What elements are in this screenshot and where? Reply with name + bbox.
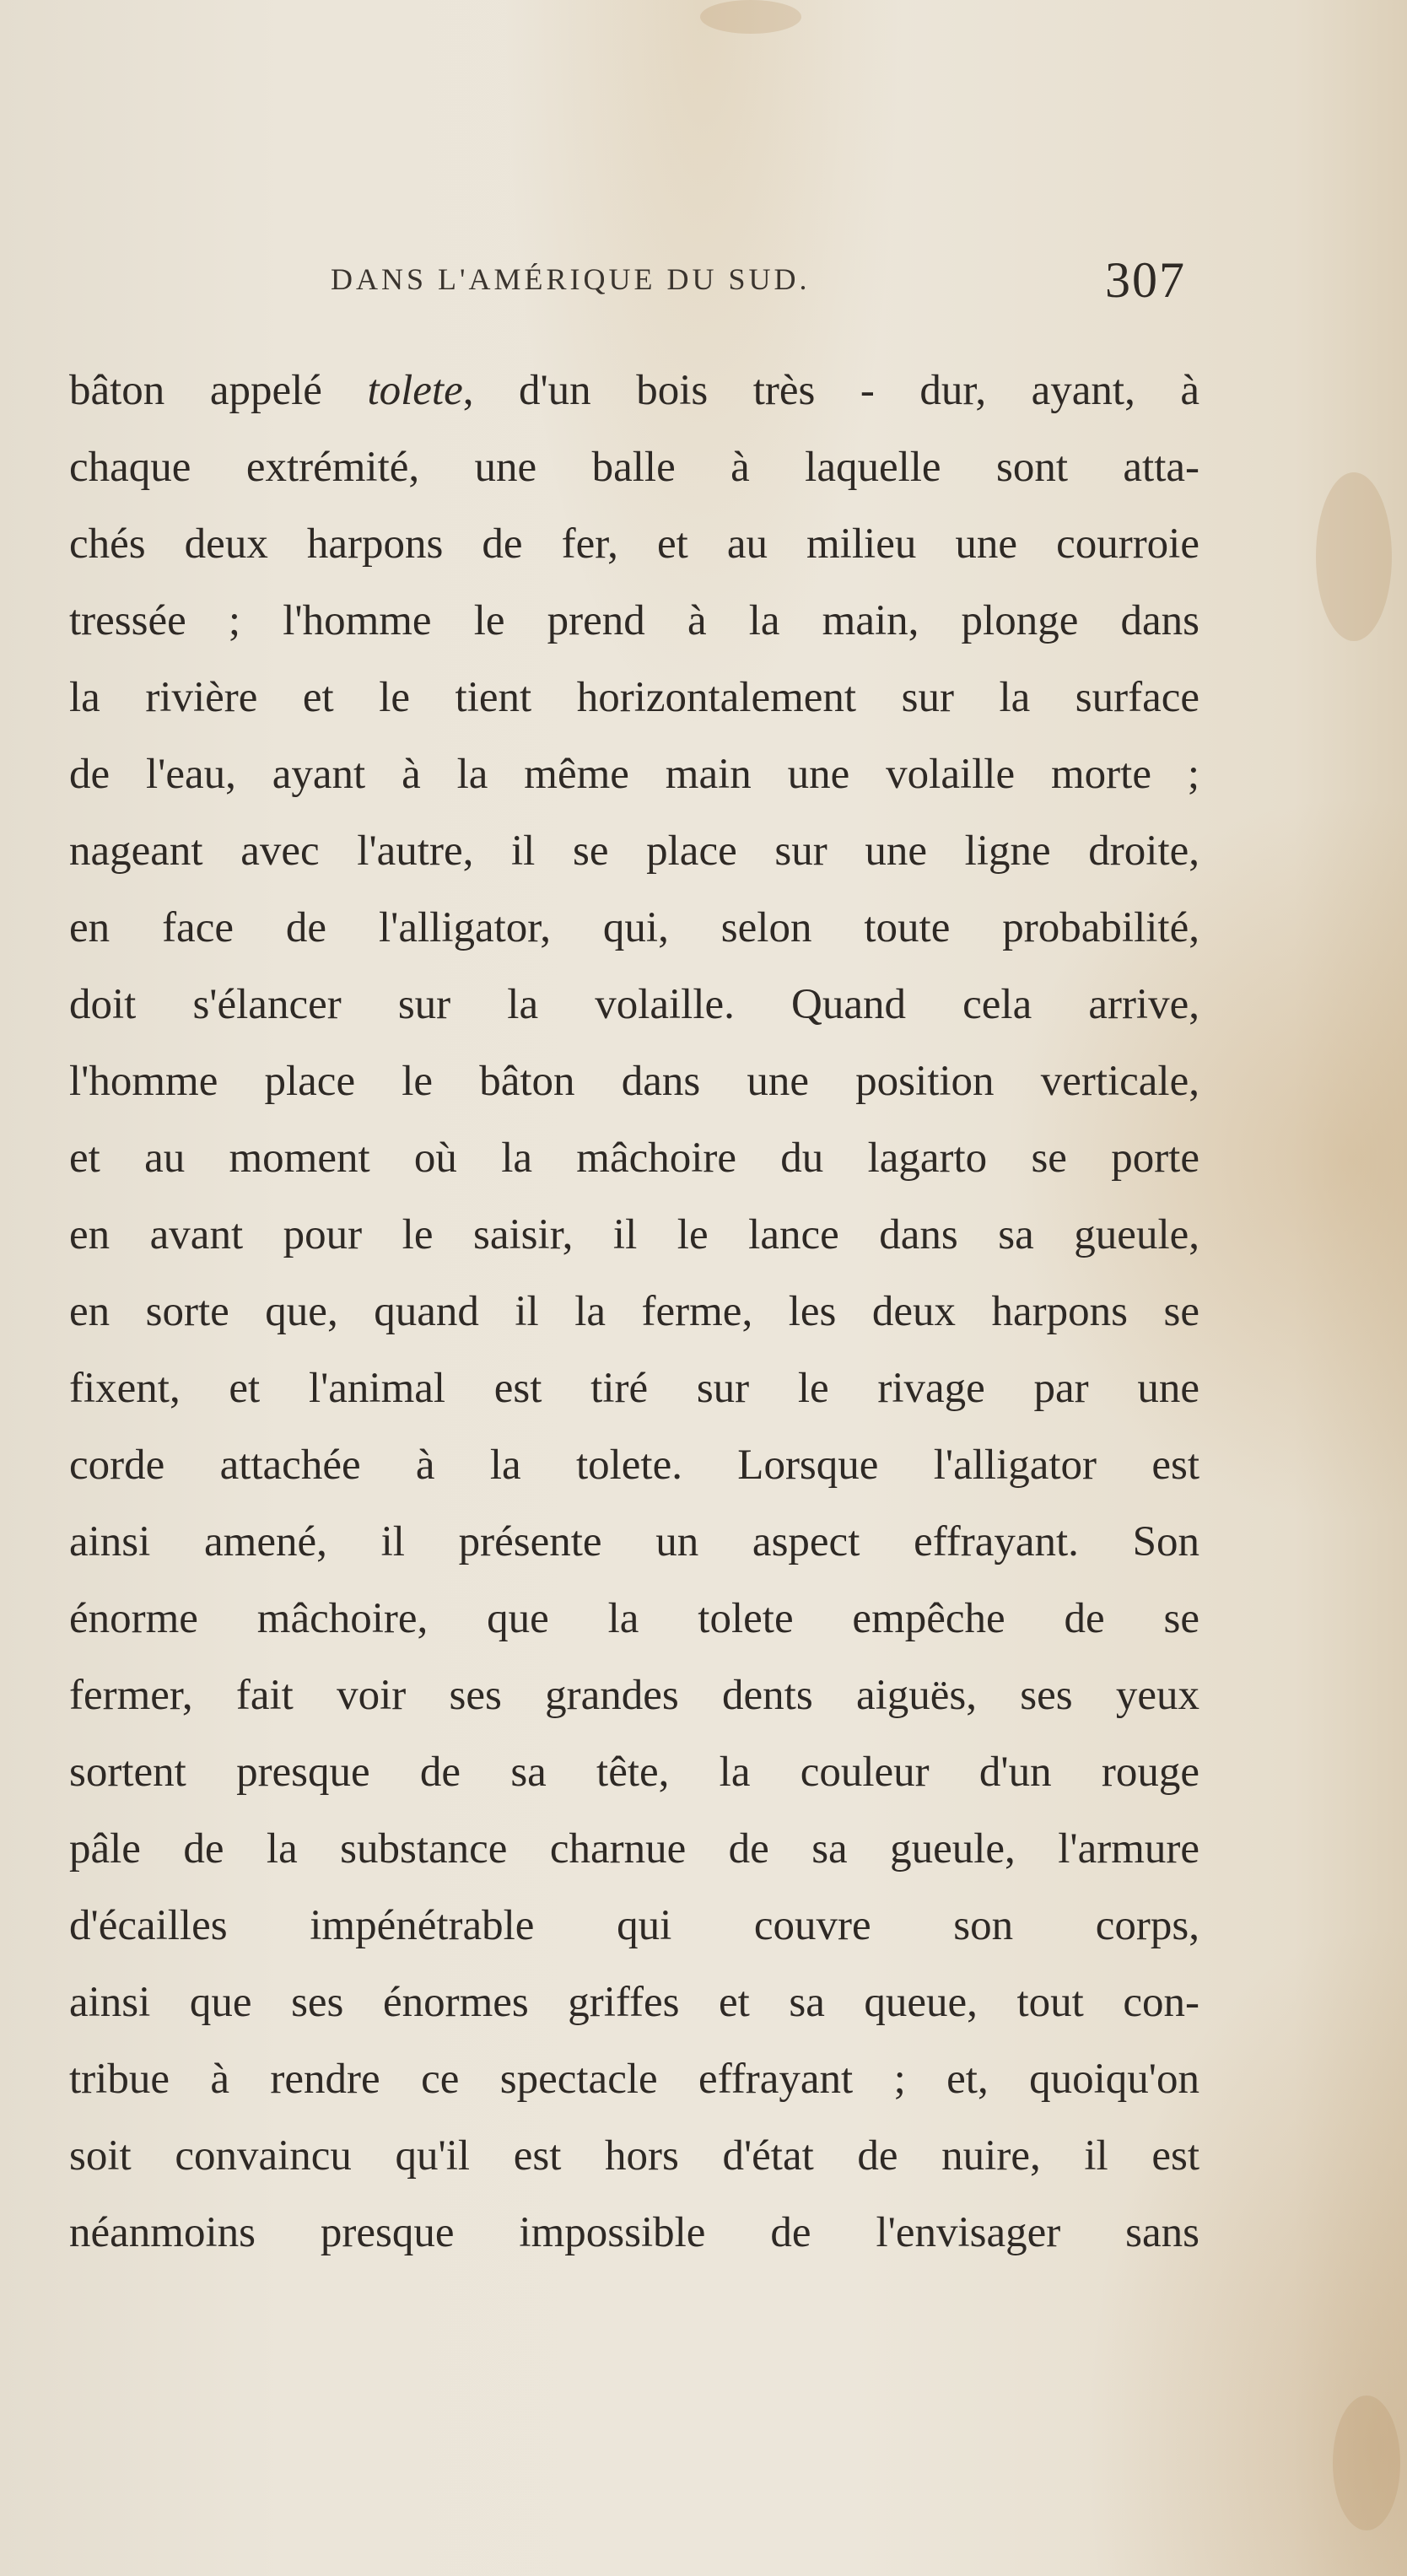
text-line: soit convaincu qu'il est hors d'état de nuire, il est (69, 2132, 1199, 2180)
text-line: corde attachée à la tolete. Lorsque l'alligator est (69, 1442, 1199, 1489)
text-line: chés deux harpons de fer, et au milieu une courroie (69, 520, 1199, 568)
paper-stain (1333, 2395, 1400, 2530)
page-number: 307 (1105, 252, 1186, 308)
text-line: doit s'élancer sur la volaille. Quand cela arrive, (69, 981, 1199, 1028)
text-line (69, 353, 1199, 429)
text-line: chaque extrémité, une balle à laquelle sont atta- (69, 444, 1199, 491)
running-head: DANS L'AMÉRIQUE DU SUD. (331, 262, 811, 296)
text-line: ainsi que ses énormes griffes et sa queue, tout con- (69, 1979, 1199, 2026)
text-line: tribue à rendre ce spectacle effrayant ; et, quoiqu'on (69, 2056, 1199, 2103)
text-line: tressée ; l'homme le prend à la main, plonge dans (69, 597, 1199, 644)
text-line: en face de l'alligator, qui, selon toute probabilité, (69, 904, 1199, 951)
text-line: fermer, fait voir ses grandes dents aiguës, ses yeux (69, 1672, 1199, 1719)
text-line: énorme mâchoire, que la tolete empêche de se (69, 1595, 1199, 1642)
text-fragment: bâton appelé (69, 367, 368, 414)
paper-stain (1316, 472, 1392, 641)
text-line: ainsi amené, il présente un aspect effrayant. Son (69, 1518, 1199, 1566)
text-line: de l'eau, ayant à la même main une volaille morte ; (69, 751, 1199, 798)
text-line: néanmoins presque impossible de l'envisager sans (69, 2209, 1199, 2256)
text-line: pâle de la substance charnue de sa gueule, l'armure (69, 1825, 1199, 1873)
text-line: d'écailles impénétrable qui couvre son corps, (69, 1902, 1199, 1949)
text-line: en sorte que, quand il la ferme, les deux harpons se (69, 1288, 1199, 1335)
text-line: fixent, et l'animal est tiré sur le rivage par une (69, 1365, 1199, 1412)
text-line: l'homme place le bâton dans une position verticale, (69, 1058, 1199, 1105)
text-line: sortent presque de sa tête, la couleur d'un rouge (69, 1749, 1199, 1796)
paper-stain (700, 0, 801, 34)
body-text (69, 353, 1199, 2272)
text-line: la rivière et le tient horizontalement sur la surface (69, 674, 1199, 721)
text-line: nageant avec l'autre, il se place sur une ligne droite, (69, 827, 1199, 875)
text-fragment: , d'un bois très - dur, ayant, à (462, 367, 1199, 414)
text-line: et au moment où la mâchoire du lagarto se porte (69, 1134, 1199, 1182)
text-line: en avant pour le saisir, il le lance dans sa gueule, (69, 1211, 1199, 1258)
italic-term: tolete (367, 367, 463, 414)
